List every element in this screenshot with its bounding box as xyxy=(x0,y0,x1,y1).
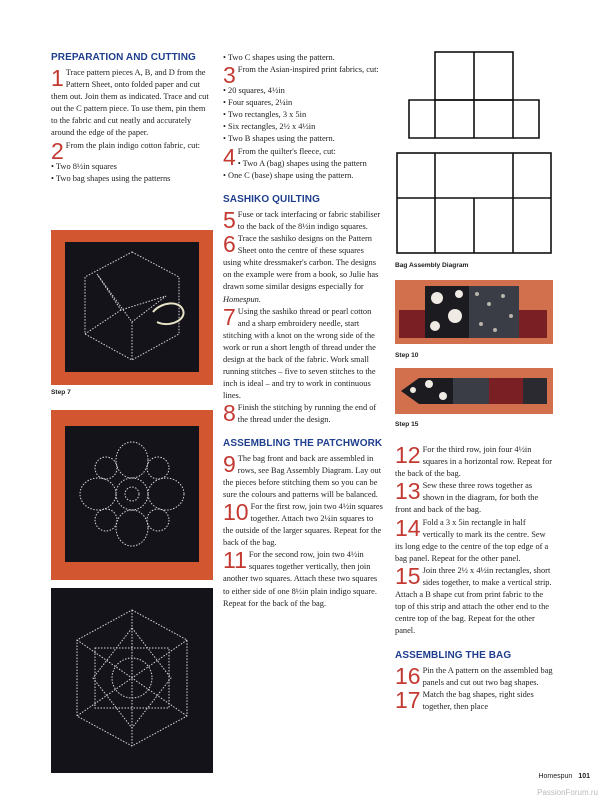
step-15 xyxy=(395,562,555,638)
column-3 xyxy=(395,444,555,713)
step-text: Finish the stitching by running the end of the thread under the design. xyxy=(237,403,377,425)
column-2 xyxy=(223,52,383,610)
step-text: From the Asian-inspired print fabrics, cut: xyxy=(237,65,379,75)
step-text: From the quilter's fleece, cut: xyxy=(237,146,336,156)
step-text: Fold a 3 x 5in rectangle in half vertically to mark its the centre. Sew its long edge to the centre of the top edge of a bag panel. Repeat for the other panel. xyxy=(395,517,549,563)
step-number: 6 xyxy=(223,231,236,258)
step-number: 12 xyxy=(395,442,421,468)
step-number: 5 xyxy=(223,206,236,233)
step-text: Pin the A pattern on the assembled bag panels and cut out two bag shapes. xyxy=(422,665,553,687)
step-text: From the plain indigo cotton fabric, cut: xyxy=(65,140,201,150)
heading-patchwork: ASSEMBLING THE PATCHWORK xyxy=(223,437,383,449)
step7-photo xyxy=(51,230,213,385)
step-number: 7 xyxy=(223,303,236,330)
step-text: Trace pattern pieces A, B, and D from the Pattern Sheet, onto folded paper and cut them out. Join them as indicated. Trace and cut out the C pattern piece. To use them, pin them to the fabric and cut neatly and accurately around the edge of the paper. xyxy=(51,68,209,138)
page-number: 101 xyxy=(578,773,590,780)
step-number: 16 xyxy=(395,662,421,689)
step-14 xyxy=(395,514,555,565)
page-footer xyxy=(538,773,590,780)
step-16 xyxy=(395,662,555,689)
step-text: Sew these three rows together as shown in the diagram, for both the front and back of the bag. xyxy=(395,481,539,515)
caption-step10: Step 10 xyxy=(395,352,419,359)
step-text: Join three 2½ x 4½in rectangles, short sides together, to make a vertical strip. Attach a B shape cut from print fabric to the top of this strip and attach the other end to the centre top of the bag. Repeat for the other panel. xyxy=(395,565,552,636)
step-number: 2 xyxy=(51,137,64,164)
magazine-title: Homespun xyxy=(538,773,573,780)
column-1 xyxy=(51,52,211,185)
step-text: The bag front and back are assembled in rows, see Bag Assembly Diagram. Lay out the pieces before stitching them so you can be sure the colours and patterns will be balanced. xyxy=(223,453,382,499)
bullet-item: • Two C shapes using the pattern. xyxy=(223,52,383,64)
sashiko-star-photo xyxy=(51,588,213,773)
step-13 xyxy=(395,480,555,516)
magazine-name: Homespun. xyxy=(223,294,261,304)
step-11 xyxy=(223,549,383,609)
step-text: Using the sashiko thread or pearl cotton and a sharp embroidery needle, start stitching with a knot on the wrong side of the work or run a short length of thread under the design at the back of the fabric. Work small running stitches – five to seven stitches to the inch is ideal – and try to work in continuous lines. xyxy=(223,306,376,401)
bullet-item: • Two rectangles, 3 x 5in xyxy=(223,109,383,121)
step-text: For the first row, join two 4½in squares together. Attach two 2¼in squares to the outside of the larger squares. Repeat for the back of the bag. xyxy=(223,501,383,548)
step-6 xyxy=(223,233,383,306)
step-9 xyxy=(223,450,383,501)
step-text: For the third row, join four 4½in squares in a horizontal row. Repeat for the back of the bag. xyxy=(395,445,553,479)
bullet-item: • 20 squares, 4½in xyxy=(223,85,383,97)
step-text: Fuse or tack interfacing or fabric stabiliser to the back of the 8½in indigo squares. xyxy=(237,209,381,231)
bullet-item: • Four squares, 2¼in xyxy=(223,97,383,109)
step-text xyxy=(223,233,383,306)
step-number: 14 xyxy=(395,514,421,541)
heading-sashiko: SASHIKO QUILTING xyxy=(223,193,320,205)
step-2 xyxy=(51,137,211,164)
bullet-item: • One C (base) shape using the pattern. xyxy=(223,170,383,182)
bullet-item: • Six rectangles, 2½ x 4½in xyxy=(223,121,383,133)
step-number: 11 xyxy=(223,547,247,574)
step-5 xyxy=(223,206,383,233)
step-text: Match the bag shapes, right sides together, then place xyxy=(422,689,534,711)
step-1 xyxy=(51,67,211,140)
step-7 xyxy=(223,303,383,403)
bullet-item: • Two bag shapes using the patterns xyxy=(51,173,211,185)
step-4 xyxy=(223,143,383,170)
step-8 xyxy=(223,402,383,426)
step-number: 1 xyxy=(51,65,64,91)
step-number: 10 xyxy=(223,498,249,525)
step10-photo xyxy=(395,280,553,344)
heading-preparation: PREPARATION AND CUTTING xyxy=(51,52,196,63)
step-17 xyxy=(395,686,555,713)
step-number: 3 xyxy=(223,62,236,89)
step-text: For the second row, join two 4½in squares together vertically, then join another two squares. Attach these two squares to either side of one 8½in plain indigo square. Repeat for the back of the bag. xyxy=(223,550,378,608)
bag-assembly-diagram xyxy=(395,48,553,258)
bullet-item: • Two 8½in squares xyxy=(51,161,211,173)
caption-step7: Step 7 xyxy=(51,389,71,396)
bullet-item: • Two A (bag) shapes using the pattern xyxy=(223,158,383,170)
caption-step15: Step 15 xyxy=(395,421,419,428)
heading-assembling-bag: ASSEMBLING THE BAG xyxy=(395,649,512,661)
sashiko-flower-photo xyxy=(51,410,213,580)
step6-text: Trace the sashiko designs on the Pattern Sheet onto the centre of these squares using white dressmaker's carbon. The designs on the example were from a book, so Julie has drawn some similar designs especially for xyxy=(223,234,379,292)
watermark: PassionForum.ru xyxy=(537,788,598,797)
step15-photo xyxy=(395,368,553,414)
caption-diagram: Bag Assembly Diagram xyxy=(395,262,469,269)
step-number: 17 xyxy=(395,686,421,713)
step-number: 13 xyxy=(395,478,421,505)
step-3 xyxy=(223,62,383,89)
step-10 xyxy=(223,498,383,549)
step-12 xyxy=(395,444,555,480)
step-number: 8 xyxy=(223,400,236,427)
step-number: 9 xyxy=(223,450,236,477)
step-number: 4 xyxy=(223,143,236,170)
step-number: 15 xyxy=(395,562,421,589)
bullet-item: • Two B shapes using the pattern. xyxy=(223,133,383,145)
